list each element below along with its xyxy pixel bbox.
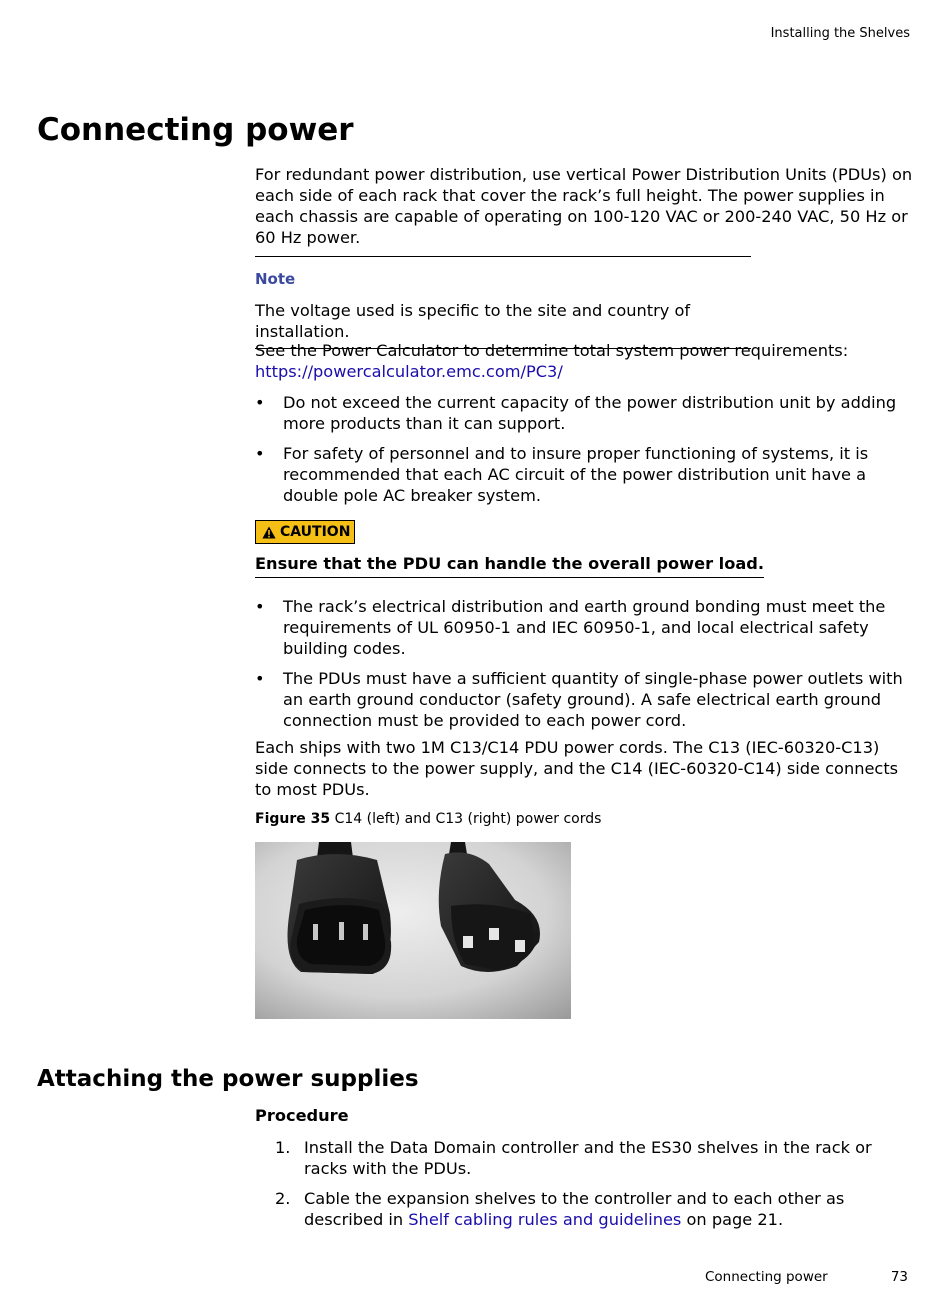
procedure-step: [255, 1137, 915, 1179]
power-calculator-link[interactable]: https://powercalculator.emc.com/PC3/: [255, 362, 563, 381]
section-title-connecting-power: Connecting power: [37, 112, 354, 148]
step-text-after: on page 21.: [681, 1210, 784, 1229]
caution-text: Ensure that the PDU can handle the overall power load.: [255, 553, 764, 578]
cords-paragraph: [255, 737, 915, 800]
figure-caption: [255, 809, 915, 830]
procedure-step: [255, 1188, 915, 1230]
list-item: • The rack’s electrical distribution and earth ground bonding must meet the requirements of UL 60950-1 and IEC 60950-1, and local electrical safety building codes.: [255, 596, 915, 659]
intro-text: For redundant power distribution, use vertical Power Distribution Units (PDUs) on each side of each rack that cover the rack’s full height. The power supplies in each chassis are capable of operating on 100-120 VAC or 200-240 VAC, 50 Hz or 60 Hz power.: [255, 165, 913, 247]
running-header: Installing the Shelves: [770, 26, 910, 41]
note-text: The voltage used is specific to the site and country of installation.: [255, 301, 691, 341]
power-cords-image: [255, 842, 571, 1019]
list-item: • Do not exceed the current capacity of the power distribution unit by adding more products than it can support.: [255, 392, 915, 434]
note-box: [255, 256, 751, 349]
procedure-label: Procedure: [255, 1106, 349, 1125]
calculator-text: See the Power Calculator to determine total system power requirements:: [255, 341, 849, 360]
list-item: • For safety of personnel and to insure proper functioning of systems, it is recommended that each AC circuit of the power distribution unit have a double pole AC breaker system.: [255, 443, 915, 506]
figure-number: Figure 35: [255, 811, 331, 827]
note-label: Note: [255, 270, 296, 288]
procedure-steps: [255, 1137, 915, 1230]
power-cords-photo: [255, 842, 571, 1019]
warning-triangle-icon: [262, 526, 276, 539]
caution-block: [255, 520, 915, 578]
step-number: 2.: [275, 1189, 291, 1208]
section-title-attaching-power-supplies: Attaching the power supplies: [37, 1066, 419, 1092]
figure-caption-text: C14 (left) and C13 (right) power cords: [334, 811, 602, 827]
bullet-list-1: [255, 392, 915, 506]
footer-section-title: Connecting power: [705, 1269, 828, 1285]
step-text-before: Cable the expansion shelves to the controller and to each other as described in: [304, 1189, 845, 1229]
intro-paragraph: [255, 164, 915, 248]
step-number: 1.: [275, 1138, 291, 1157]
page-number: 73: [890, 1269, 908, 1285]
caution-badge: [255, 520, 355, 544]
cords-text: Each ships with two 1M C13/C14 PDU power cords. The C13 (IEC-60320-C13) side connects to the power supply, and the C14 (IEC-60320-C14) side connects to most PDUs.: [255, 738, 899, 799]
note-block: [255, 256, 915, 349]
step-text: Install the Data Domain controller and the ES30 shelves in the rack or racks with the PDUs.: [304, 1138, 872, 1178]
shelf-cabling-link[interactable]: Shelf cabling rules and guidelines: [408, 1210, 682, 1229]
bullet-list-2: [255, 596, 915, 731]
calculator-paragraph: [255, 340, 915, 382]
list-item: • The PDUs must have a sufficient quantity of single-phase power outlets with an earth ground conductor (safety ground). A safe electrical earth ground connection must be provided to each power cord.: [255, 668, 915, 731]
caution-label: CAUTION: [280, 524, 351, 540]
